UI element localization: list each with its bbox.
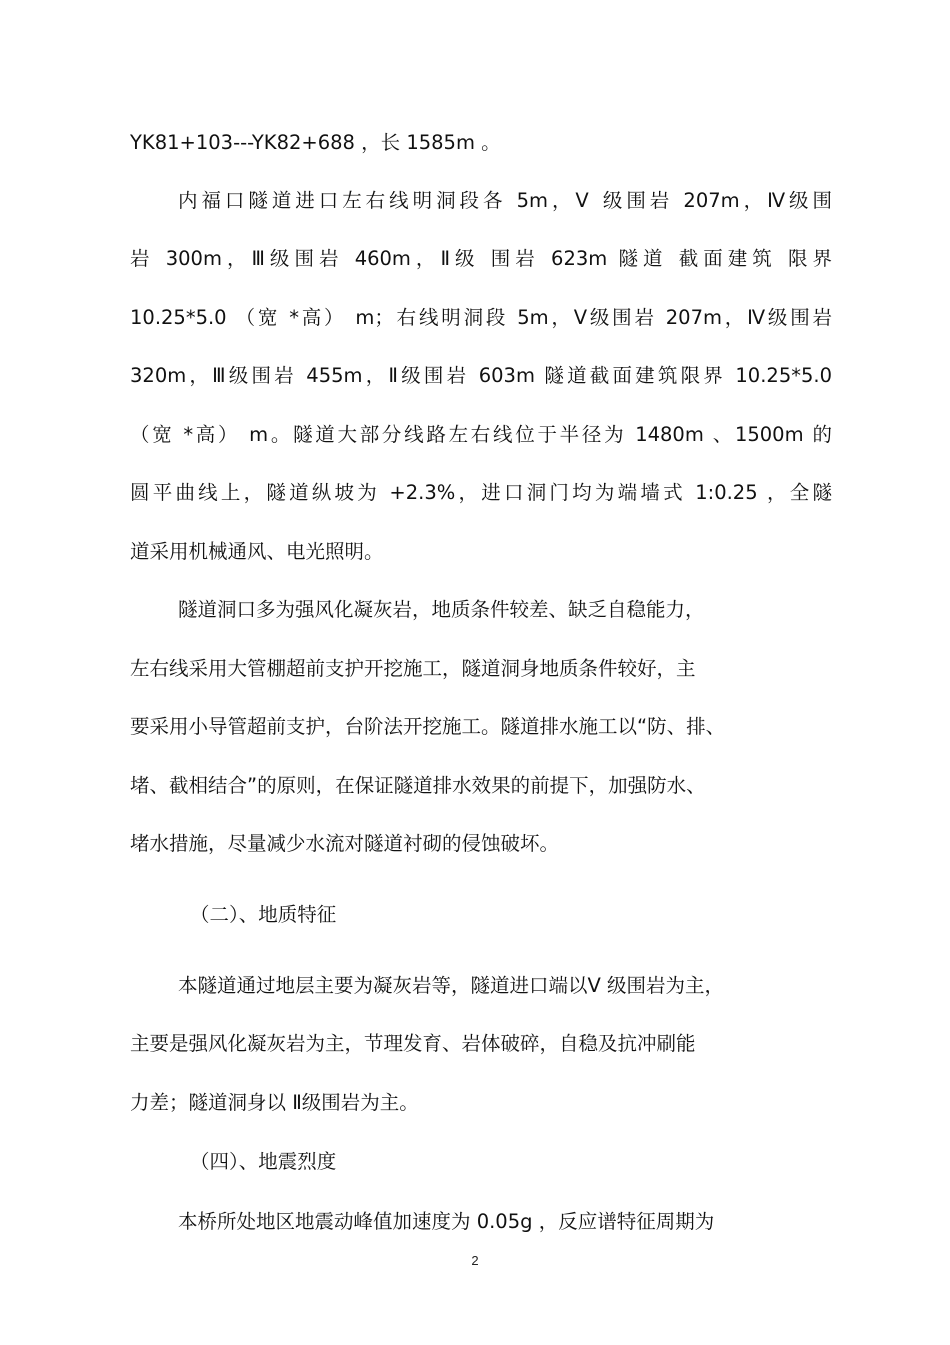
text-line: 岩 300m，Ⅲ级围岩 460m，Ⅱ级 围岩 623m 隧道 截面建筑 限界	[130, 247, 832, 270]
paragraph-first-line: 本隧道通过地层主要为凝灰岩等，隧道进口端以Ⅴ 级围岩为主，	[178, 974, 725, 997]
section-heading: （四）、地震烈度	[190, 1150, 337, 1173]
text-line: 堵、截相结合”的原则，在保证隧道排水效果的前提下，加强防水、	[130, 774, 706, 797]
paragraph-first-line: 隧道洞口多为强风化凝灰岩，地质条件较差、缺乏自稳能力，	[178, 598, 705, 621]
text-line: YK81+103---YK82+688 ，长 1585m 。	[130, 131, 501, 154]
text-line: 堵水措施，尽量减少水流对隧道衬砌的侵蚀破坏。	[130, 832, 560, 855]
text-line: 320m，Ⅲ级围岩 455m，Ⅱ级围岩 603m 隧道截面建筑限界 10.25*5.0	[130, 364, 832, 387]
page-number: 2	[471, 1253, 479, 1268]
text-line: 圆平曲线上，隧道纵坡为 +2.3%，进口洞门均为端墙式 1:0.25 ，全隧	[130, 481, 832, 504]
paragraph-first-line: 本桥所处地区地震动峰值加速度为 0.05g ，反应谱特征周期为	[178, 1210, 715, 1233]
text-line: 主要是强风化凝灰岩为主，节理发育、岩体破碎，自稳及抗冲刷能	[130, 1032, 696, 1055]
section-heading: （二）、地质特征	[190, 903, 337, 926]
text-line: 要采用小导管超前支护，台阶法开挖施工。隧道排水施工以“防、排、	[130, 715, 726, 738]
text-line: 力差；隧道洞身以 Ⅱ级围岩为主。	[130, 1091, 419, 1114]
text-line: 左右线采用大管棚超前支护开挖施工，隧道洞身地质条件较好，主	[130, 657, 696, 680]
text-line: （宽 *高） m。隧道大部分线路左右线位于半径为 1480m 、1500m 的	[130, 423, 832, 446]
text-line: 10.25*5.0 （宽 *高） m；右线明洞段 5m，Ⅴ级围岩 207m，Ⅳ级围岩	[130, 306, 832, 329]
paragraph-first-line: 内福口隧道进口左右线明洞段各 5m，Ⅴ 级围岩 207m，Ⅳ级围	[178, 189, 832, 212]
text-line: 道采用机械通风、电光照明。	[130, 540, 384, 563]
